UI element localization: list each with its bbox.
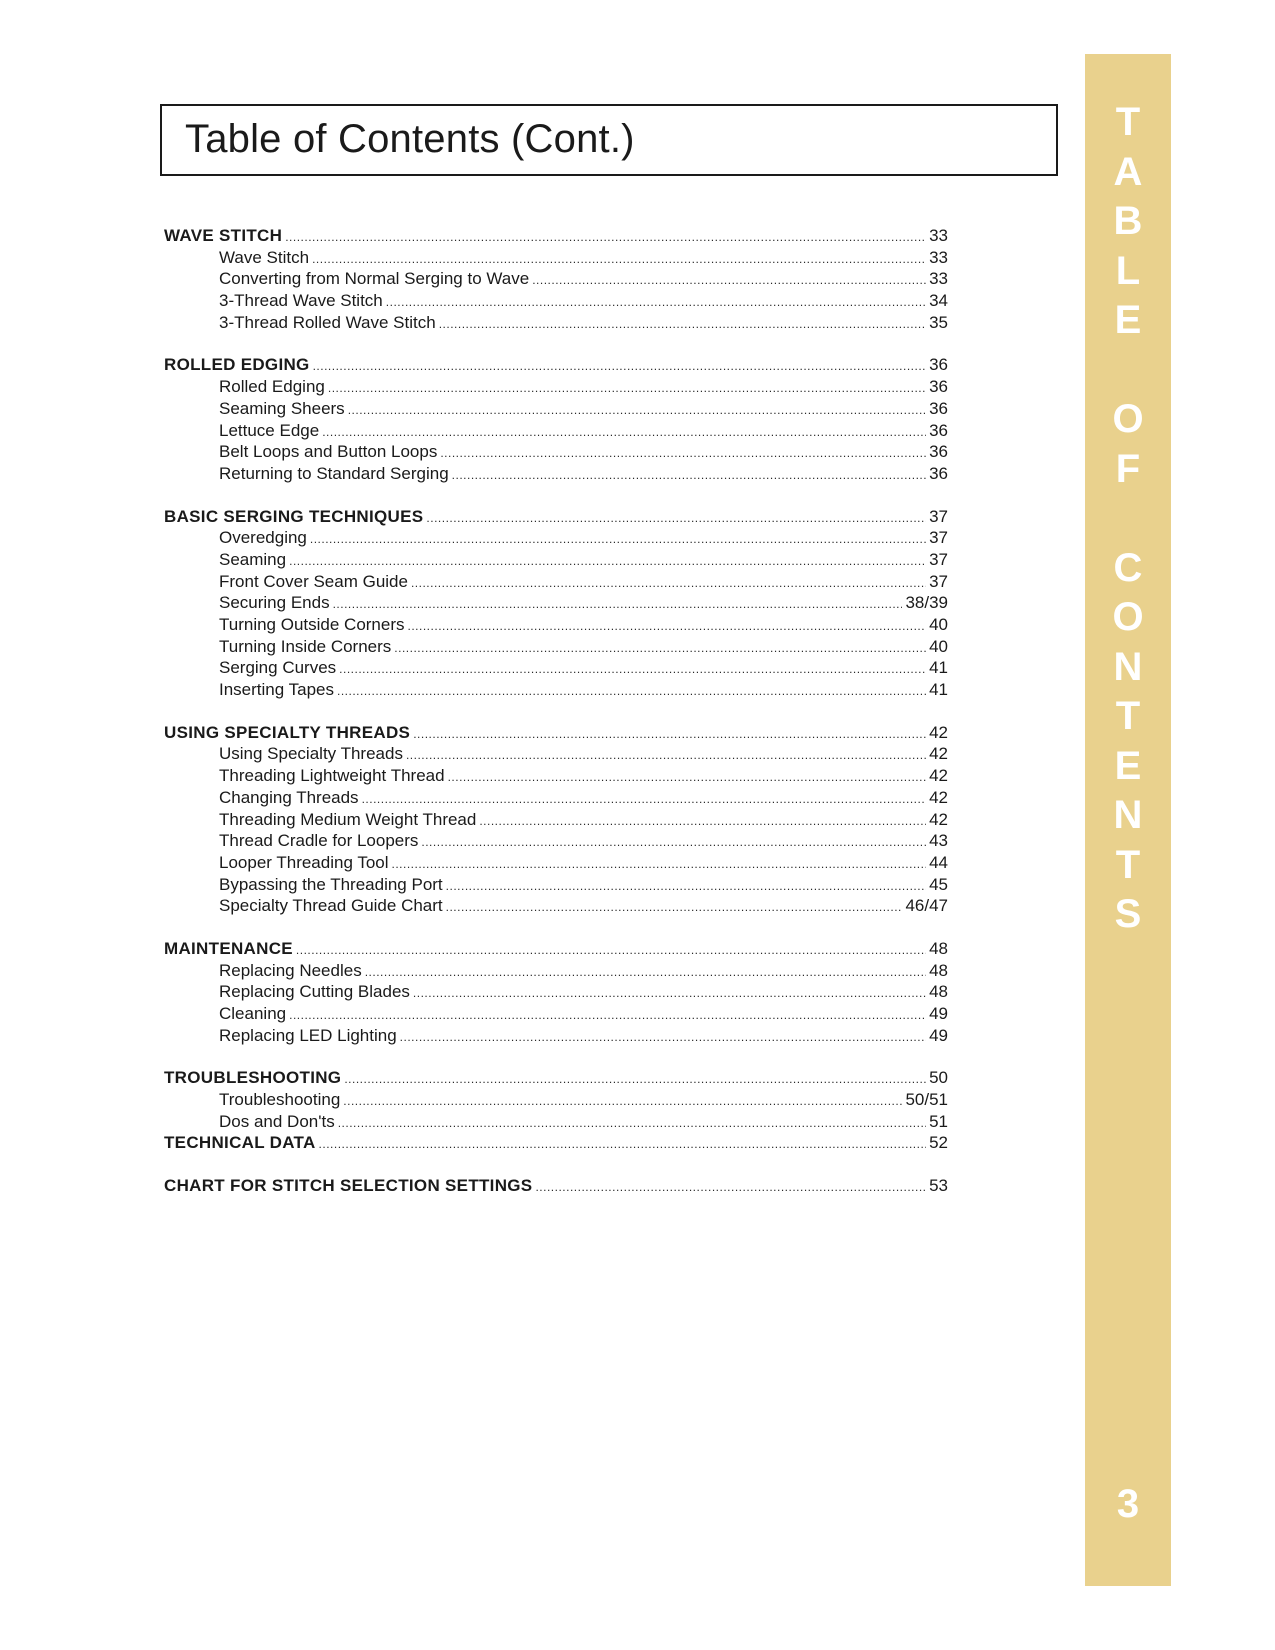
toc-entry-label: Lettuce Edge <box>219 420 320 440</box>
sidebar-letter: O <box>1112 595 1144 639</box>
dot-leader <box>312 247 926 271</box>
dot-leader <box>310 527 926 551</box>
toc-page-number: 36 <box>929 398 948 418</box>
toc-entry-label: Seaming <box>219 549 287 569</box>
toc-entry[interactable] <box>164 743 948 765</box>
dot-leader <box>338 1111 926 1135</box>
toc-entry-label: Turning Outside Corners <box>219 615 405 634</box>
toc-page-number: 38/39 <box>905 593 948 613</box>
table-of-contents <box>164 225 948 1197</box>
sidebar-letter: C <box>1113 545 1143 590</box>
toc-section-entry[interactable] <box>164 722 948 744</box>
toc-entry-label: 3-Thread Wave Stitch <box>219 291 383 311</box>
dot-leader <box>448 765 927 789</box>
toc-entry-label: Thread Cradle for Loopers <box>219 831 419 851</box>
toc-entry[interactable] <box>164 549 948 571</box>
dot-leader <box>411 571 926 595</box>
dot-leader <box>400 1025 926 1049</box>
toc-entry[interactable] <box>164 614 948 636</box>
dot-leader <box>337 679 926 703</box>
dot-leader <box>413 722 926 746</box>
toc-page-number: 34 <box>929 291 948 311</box>
toc-entry[interactable] <box>164 787 948 809</box>
toc-page-number: 41 <box>929 680 948 700</box>
dot-leader <box>532 268 926 292</box>
sidebar-letter: N <box>1113 644 1143 689</box>
toc-page-number: 51 <box>929 1111 948 1131</box>
toc-entry[interactable] <box>164 441 948 463</box>
toc-entry-label: Serging Curves <box>219 658 337 678</box>
sidebar-letter: A <box>1113 149 1143 194</box>
toc-entry[interactable] <box>164 1111 948 1133</box>
toc-page-number: 36 <box>929 420 948 440</box>
dot-leader <box>413 981 926 1005</box>
toc-page-number: 33 <box>929 269 948 289</box>
toc-entry[interactable] <box>164 376 948 398</box>
toc-page-number: 52 <box>929 1133 948 1153</box>
toc-page-number: 37 <box>929 571 948 591</box>
sidebar-letter: S <box>1114 892 1142 936</box>
page-number: 3 <box>1116 1482 1140 1526</box>
dot-leader <box>408 614 927 638</box>
toc-entry-label: Cleaning <box>219 1004 287 1023</box>
toc-section-title: BASIC SERGING TECHNIQUES <box>164 506 424 526</box>
dot-leader <box>362 787 927 811</box>
section-gap <box>164 333 948 354</box>
toc-entry-label: Front Cover Seam Guide <box>219 571 408 591</box>
toc-section-entry[interactable] <box>164 354 948 376</box>
toc-page-number: 48 <box>929 960 948 980</box>
dot-leader <box>339 657 926 681</box>
toc-entry-label: Looper Threading Tool <box>219 852 389 872</box>
toc-page-number: 33 <box>929 226 948 245</box>
sidebar-letter: F <box>1115 446 1141 491</box>
sidebar-letter: T <box>1115 842 1141 887</box>
toc-entry-label: Changing Threads <box>219 787 359 807</box>
sidebar-letter: E <box>1114 743 1142 788</box>
toc-entry-label: Threading Lightweight Thread <box>219 766 445 786</box>
dot-leader <box>348 398 926 422</box>
sidebar-letter: T <box>1115 694 1141 738</box>
toc-entry[interactable] <box>164 852 948 874</box>
toc-page-number: 50 <box>929 1068 948 1088</box>
toc-entry-label: Using Specialty Threads <box>219 744 403 764</box>
toc-entry-label: Specialty Thread Guide Chart <box>219 896 443 916</box>
toc-section-entry[interactable] <box>164 506 948 528</box>
toc-page-number: 42 <box>929 766 948 786</box>
section-gap <box>164 485 948 506</box>
toc-section-entry[interactable] <box>164 1067 948 1089</box>
toc-entry[interactable] <box>164 420 948 442</box>
toc-page-number: 35 <box>929 312 948 332</box>
dot-leader <box>535 1175 926 1199</box>
dot-leader <box>439 312 926 336</box>
toc-entry[interactable] <box>164 765 948 787</box>
dot-leader <box>333 592 903 616</box>
toc-page-number: 48 <box>929 982 948 1002</box>
dot-leader <box>328 376 926 400</box>
page-title: Table of Contents (Cont.) <box>185 117 635 161</box>
toc-section-title: ROLLED EDGING <box>164 355 310 375</box>
toc-entry[interactable] <box>164 809 948 831</box>
toc-entry[interactable] <box>164 657 948 679</box>
toc-page-number: 45 <box>929 874 948 894</box>
toc-page-number: 33 <box>929 247 948 267</box>
toc-section-entry[interactable] <box>164 1175 948 1197</box>
sidebar-letter: T <box>1115 100 1141 144</box>
dot-leader <box>313 354 927 378</box>
dot-leader <box>285 225 926 249</box>
section-gap <box>164 917 948 938</box>
toc-entry[interactable] <box>164 571 948 593</box>
toc-entry[interactable] <box>164 636 948 658</box>
toc-entry-label: Replacing Needles <box>219 960 362 980</box>
toc-page-number: 37 <box>929 506 948 526</box>
dot-leader <box>344 1067 926 1091</box>
toc-entry-label: Dos and Don'ts <box>219 1111 335 1131</box>
dot-leader <box>289 549 926 573</box>
toc-page-number: 37 <box>929 549 948 569</box>
toc-entry-label: Belt Loops and Button Loops <box>219 442 438 462</box>
dot-leader <box>296 938 926 962</box>
toc-page-number: 36 <box>929 463 948 483</box>
toc-entry[interactable] <box>164 679 948 701</box>
toc-entry[interactable] <box>164 895 948 917</box>
dot-leader <box>289 1003 926 1027</box>
toc-section-entry[interactable] <box>164 1132 948 1154</box>
sidebar-letter: O <box>1112 397 1144 441</box>
toc-page-number: 40 <box>929 636 948 656</box>
toc-entry-label: Troubleshooting <box>219 1090 341 1110</box>
toc-section-title: TECHNICAL DATA <box>164 1133 316 1153</box>
sidebar-letter-space <box>1085 346 1171 396</box>
toc-entry[interactable] <box>164 1025 948 1047</box>
dot-leader <box>392 852 927 876</box>
sidebar-tab <box>1085 54 1171 1586</box>
sidebar-vertical-title <box>1085 98 1171 940</box>
toc-entry-label: Rolled Edging <box>219 377 325 397</box>
sidebar-letter: L <box>1115 248 1141 293</box>
toc-page-number: 36 <box>929 355 948 375</box>
toc-entry-label: Bypassing the Threading Port <box>219 874 443 894</box>
dot-leader <box>446 874 926 898</box>
dot-leader <box>343 1089 902 1113</box>
sidebar-letter: B <box>1113 199 1143 243</box>
toc-page-number: 46/47 <box>905 896 948 916</box>
toc-entry[interactable] <box>164 981 948 1003</box>
section-gap <box>164 1154 948 1175</box>
toc-section-title: USING SPECIALTY THREADS <box>164 722 411 742</box>
toc-entry-label: Threading Medium Weight Thread <box>219 809 477 829</box>
dot-leader <box>426 506 926 530</box>
toc-page-number: 36 <box>929 377 948 397</box>
toc-entry[interactable] <box>164 1089 948 1111</box>
toc-entry[interactable] <box>164 312 948 334</box>
toc-section-title: CHART FOR STITCH SELECTION SETTINGS <box>164 1176 533 1196</box>
toc-page-number: 49 <box>929 1025 948 1045</box>
toc-page-number: 53 <box>929 1176 948 1196</box>
section-gap <box>164 1046 948 1067</box>
dot-leader <box>365 960 926 984</box>
toc-entry-label: Overedging <box>219 528 307 548</box>
dot-leader <box>386 290 926 314</box>
toc-page-number: 42 <box>929 787 948 807</box>
dot-leader <box>406 743 926 767</box>
toc-section-title: MAINTENANCE <box>164 938 293 958</box>
dot-leader <box>452 463 926 487</box>
toc-entry[interactable] <box>164 960 948 982</box>
toc-page-number: 42 <box>929 809 948 829</box>
toc-entry-label: 3-Thread Rolled Wave Stitch <box>219 312 436 332</box>
toc-page-number: 37 <box>929 528 948 548</box>
toc-entry[interactable] <box>164 592 948 614</box>
toc-entry-label: Wave Stitch <box>219 247 310 267</box>
dot-leader <box>421 830 926 854</box>
toc-page-number: 42 <box>929 722 948 742</box>
toc-entry-label: Converting from Normal Serging to Wave <box>219 269 530 289</box>
toc-section-title: WAVE STITCH <box>164 226 283 245</box>
toc-page-number: 43 <box>929 831 948 851</box>
toc-page-number: 49 <box>929 1004 948 1023</box>
toc-entry[interactable] <box>164 830 948 852</box>
toc-section-entry[interactable] <box>164 938 948 960</box>
toc-entry[interactable] <box>164 268 948 290</box>
toc-entry-label: Securing Ends <box>219 593 330 613</box>
sidebar-letter: N <box>1113 793 1143 837</box>
toc-entry[interactable] <box>164 290 948 312</box>
toc-entry-label: Replacing Cutting Blades <box>219 982 410 1002</box>
toc-page-number: 36 <box>929 442 948 462</box>
toc-entry-label: Seaming Sheers <box>219 398 345 418</box>
section-gap <box>164 701 948 722</box>
toc-section-title: TROUBLESHOOTING <box>164 1068 342 1088</box>
toc-page-number: 41 <box>929 658 948 678</box>
sidebar-letter: E <box>1114 298 1142 342</box>
dot-leader <box>319 1132 927 1156</box>
dot-leader <box>479 809 926 833</box>
toc-page-number: 50/51 <box>905 1090 948 1110</box>
toc-entry[interactable] <box>164 247 948 269</box>
toc-page-number: 48 <box>929 938 948 958</box>
dot-leader <box>440 441 926 465</box>
sidebar-letter-space <box>1085 494 1171 544</box>
toc-entry-label: Replacing LED Lighting <box>219 1025 397 1045</box>
dot-leader <box>394 636 926 660</box>
dot-leader <box>322 420 926 444</box>
toc-page-number: 42 <box>929 744 948 764</box>
toc-entry[interactable] <box>164 1003 948 1025</box>
toc-entry[interactable] <box>164 874 948 896</box>
toc-entry[interactable] <box>164 463 948 485</box>
toc-entry-label: Inserting Tapes <box>219 680 334 700</box>
toc-page-number: 44 <box>929 852 948 872</box>
toc-section-entry[interactable] <box>164 225 948 247</box>
dot-leader <box>446 895 903 919</box>
toc-entry[interactable] <box>164 527 948 549</box>
toc-entry-label: Returning to Standard Serging <box>219 463 449 483</box>
toc-page-number: 40 <box>929 615 948 634</box>
toc-entry-label: Turning Inside Corners <box>219 636 392 656</box>
toc-entry[interactable] <box>164 398 948 420</box>
title-box <box>160 104 1058 176</box>
